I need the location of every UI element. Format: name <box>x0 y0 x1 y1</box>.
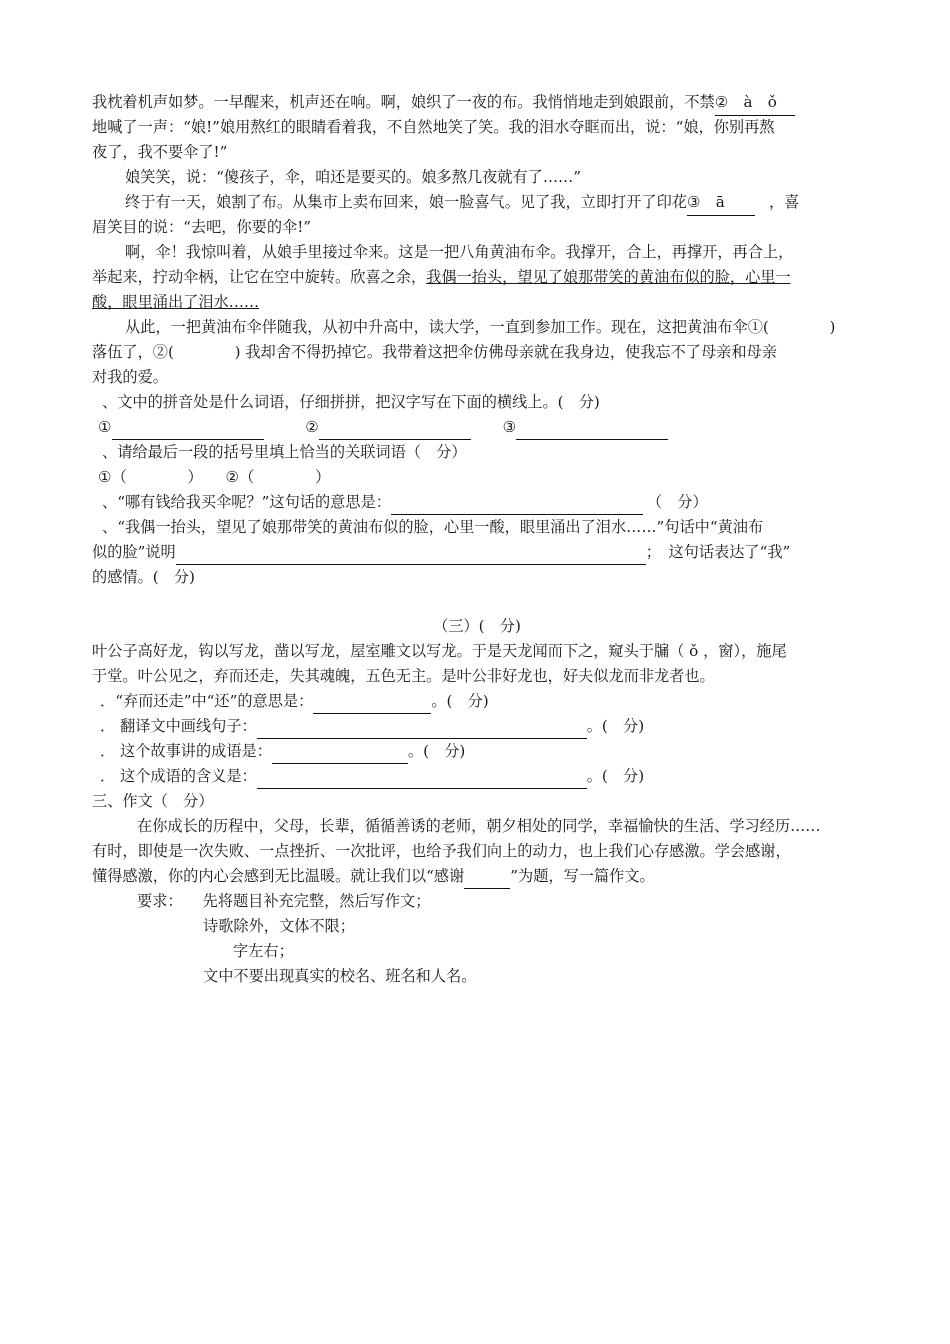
answer-blank[interactable] <box>313 695 431 714</box>
requirement-item: 字左右； <box>233 942 294 960</box>
pinyin-blank: ② à ǒ <box>715 90 795 116</box>
passage-text: 眉笑目的说：“去吧，你要的伞!” <box>92 218 312 236</box>
underlined-sentence: 酸，眼里涌出了泪水…… <box>92 293 260 311</box>
question-text: 、“我偶一抬头，望见了娘那带笑的黄油布似的脸，心里一酸，眼里涌出了泪水……”句话中“黄油布 <box>102 518 764 536</box>
passage-line <box>92 315 862 340</box>
question-text: 、文中的拼音处是什么词语，仔细拼拼，把汉字写在下面的横线上。( 分) <box>102 393 600 411</box>
section-title: （三）( 分) <box>433 617 521 635</box>
essay-prompt <box>92 839 862 864</box>
classical-text <box>92 639 862 664</box>
question-text: ． 翻译文中画线句子： <box>100 717 257 735</box>
question-sentence <box>92 515 862 540</box>
passage-line <box>92 365 862 390</box>
passage-text: 落伍了，②( ) 我却舍不得扔掉它。我带着这把伞仿佛母亲就在我身边，使我忘不了母亲和母亲 <box>92 343 777 361</box>
answer-label: ③ <box>502 418 517 436</box>
section-heading <box>92 614 862 639</box>
answer-brackets: ①（ ） ②（ ） <box>98 468 331 486</box>
passage-line <box>92 265 862 290</box>
essay-requirements <box>92 889 862 914</box>
question-meaning <box>92 490 862 515</box>
passage-text: ，喜 <box>768 193 800 211</box>
score-label: 。( 分) <box>431 692 489 710</box>
question-text: ． 这个故事讲的成语是： <box>100 742 272 760</box>
question-text: ； 这句话表达了“我” <box>645 543 791 561</box>
score-label: （ 分） <box>646 493 708 511</box>
prompt-text: 有时，即使是一次失败、一点挫折、一次批评，也给予我们向上的动力，也上我们心存感激。学会感谢， <box>92 842 791 860</box>
title-blank[interactable] <box>464 870 510 889</box>
section-title: 三、作文（ 分） <box>92 792 214 810</box>
answer-blank[interactable] <box>272 745 408 764</box>
prompt-text: 在你成长的历程中，父母，长辈，循循善诱的老师，朝夕相处的同学，幸福愉快的生活、学习经历…… <box>137 817 821 835</box>
passage-line <box>92 140 862 165</box>
question-row <box>92 714 862 739</box>
answer-blank[interactable] <box>516 421 668 440</box>
question-text: 、请给最后一段的括号里填上恰当的关联词语（ 分） <box>102 443 467 461</box>
question-text: 的感情。( 分) <box>92 568 195 586</box>
pinyin-blank: ③ ā <box>687 190 755 216</box>
question-conjunction <box>92 440 862 465</box>
passage-text: 夜了，我不要伞了!” <box>92 143 228 161</box>
passage-text: 我枕着机声如梦。一早醒来，机声还在响。啊，娘织了一夜的布。我悄悄地走到娘跟前，不禁 <box>92 93 715 111</box>
answer-blank[interactable] <box>257 770 587 789</box>
answer-label: ② <box>305 418 319 436</box>
passage-text: 叶公子高好龙，钩以写龙，凿以写龙，屋室雕文以写龙。于是天龙闻而下之，窥头于牖（ ǒ ，窗），施尾 <box>92 642 787 660</box>
answer-blank[interactable] <box>391 496 643 515</box>
passage-text: 从此，一把黄油布伞伴随我，从初中升高中，读大学，一直到参加工作。现在，这把黄油布伞①( ) <box>125 318 836 336</box>
requirement-item: 文中不要出现真实的校名、班名和人名。 <box>203 967 477 985</box>
passage-text: 地喊了一声：“娘!”娘用熬红的眼睛看着我，不自然地笑了笑。我的泪水夺眶而出，说：“娘，你别再熬 <box>92 118 775 136</box>
classical-text <box>92 664 862 689</box>
requirement-item: 先将题目补充完整，然后写作文； <box>202 892 431 910</box>
underlined-sentence: 我偶一抬头，望见了娘那带笑的黄油布似的脸，心里一 <box>426 268 791 286</box>
passage-line <box>92 115 862 140</box>
answer-blank[interactable] <box>176 546 646 565</box>
question-row <box>92 689 862 714</box>
answer-blank[interactable] <box>257 720 587 739</box>
essay-requirements <box>92 914 862 939</box>
essay-prompt <box>92 864 862 889</box>
question-text: 、“哪有钱给我买伞呢？”这句话的意思是： <box>102 493 391 511</box>
passage-text: 终于有一天，娘割了布。从集市上卖布回来，娘一脸喜气。见了我，立即打开了印花 <box>125 193 687 211</box>
spacer <box>92 590 862 614</box>
passage-line <box>92 215 862 240</box>
requirements-label: 要求： <box>137 892 183 910</box>
exam-page <box>92 90 862 989</box>
score-label: 。( 分) <box>586 717 645 735</box>
question-text: ．“弃而还走”中“还”的意思是： <box>100 692 314 710</box>
essay-requirements <box>92 939 862 964</box>
essay-heading <box>92 789 862 814</box>
question-pinyin <box>92 390 862 415</box>
passage-text: 于堂。叶公见之，弃而还走，失其魂魄，五色无主。是叶公非好龙也，好夫似龙而非龙者也。 <box>92 667 715 685</box>
essay-prompt <box>92 814 862 839</box>
question-row <box>92 739 862 764</box>
passage-text: 娘笑笑，说：“傻孩子，伞，咱还是要买的。娘多熬几夜就有了……” <box>125 168 581 186</box>
prompt-text: ”为题，写一篇作文。 <box>510 867 655 885</box>
answer-blank[interactable] <box>319 421 471 440</box>
question-row <box>92 764 862 789</box>
question-text: 似的脸”说明 <box>92 543 176 561</box>
answer-row <box>92 465 862 490</box>
passage-line <box>92 190 862 215</box>
answer-label: ① <box>98 418 112 436</box>
passage-line <box>92 290 862 315</box>
passage-text: 啊，伞！我惊叫着，从娘手里接过伞来。这是一把八角黄油布伞。我撑开，合上，再撑开，再合上， <box>125 243 794 261</box>
passage-line <box>92 165 862 190</box>
prompt-text: 懂得感激，你的内心会感到无比温暖。就让我们以“感谢 <box>92 867 465 885</box>
passage-text: 对我的爱。 <box>92 368 168 386</box>
score-label: 。( 分) <box>586 767 645 785</box>
requirement-item: 诗歌除外，文体不限； <box>203 917 355 935</box>
essay-requirements <box>92 964 862 989</box>
passage-line <box>92 90 862 115</box>
passage-text: 举起来，拧动伞柄，让它在空中旋转。欣喜之余， <box>92 268 427 286</box>
answer-row <box>92 415 862 440</box>
question-sentence <box>92 540 862 565</box>
score-label: 。( 分) <box>407 742 466 760</box>
question-sentence <box>92 565 862 590</box>
answer-blank[interactable] <box>112 421 264 440</box>
passage-line <box>92 240 862 265</box>
passage-line <box>92 340 862 365</box>
question-text: ． 这个成语的含义是： <box>100 767 257 785</box>
